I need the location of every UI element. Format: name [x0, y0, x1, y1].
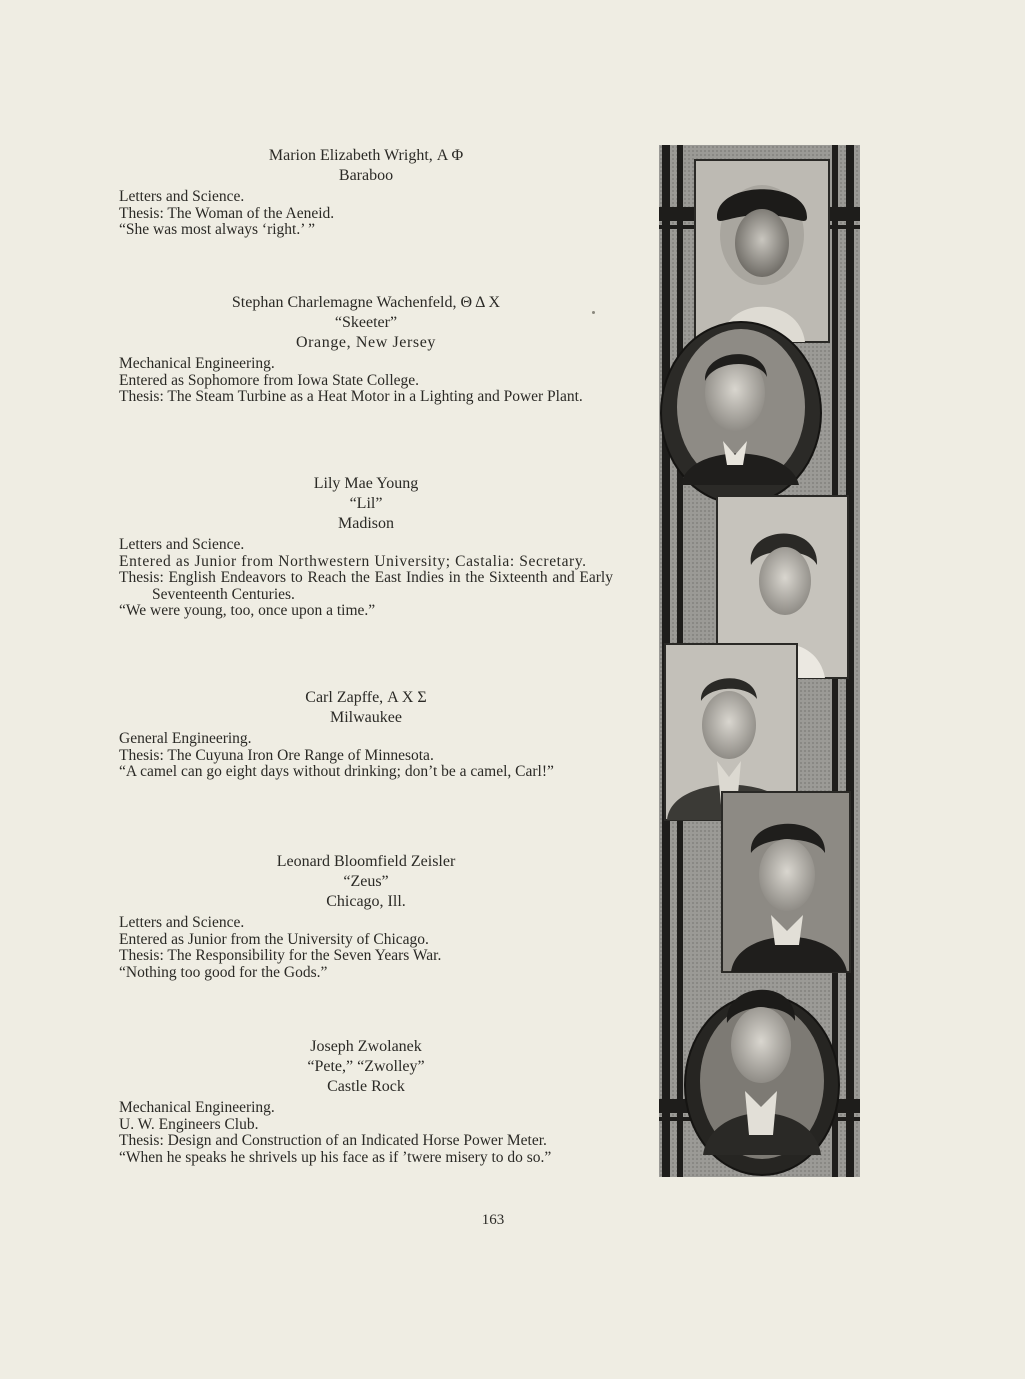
- entry-line: Thesis: The Responsibility for the Seven Years War.: [119, 947, 442, 964]
- senior-entry: [119, 293, 613, 406]
- entry-line: Thesis: The Cuyuna Iron Ore Range of Minnesota.: [119, 746, 434, 764]
- senior-entry: [119, 474, 613, 620]
- entry-line: “Nothing too good for the Gods.”: [119, 963, 328, 981]
- entry-line: “A camel can go eight days without drinking; don’t be a camel, Carl!”: [119, 763, 554, 780]
- entry-line: Thesis: The Woman of the Aeneid.: [119, 204, 335, 222]
- student-nickname: “Pete,” “Zwolley”: [307, 1058, 425, 1075]
- entry-heading: [119, 852, 613, 912]
- entry-details: [119, 915, 613, 981]
- student-hometown: Baraboo: [338, 167, 394, 184]
- student-name: Leonard Bloomfield Zeisler: [276, 853, 456, 870]
- portrait-photo: [661, 322, 821, 504]
- entry-line: Entered as Junior from Northwestern University; Castalia: Secretary.: [119, 552, 587, 570]
- entry-details: [119, 356, 613, 406]
- portrait-photo: [722, 792, 850, 972]
- student-hometown: Madison: [338, 515, 394, 532]
- portrait-photo: [695, 160, 829, 342]
- entry-line: Thesis: Design and Construction of an Indicated Horse Power Meter.: [119, 1132, 547, 1149]
- entry-heading: [119, 1037, 613, 1097]
- senior-entry: [119, 688, 613, 781]
- entry-details: [119, 537, 613, 620]
- page-number: 163: [481, 1212, 505, 1228]
- portrait-strip-graphic: [659, 145, 860, 1177]
- student-name: Marion Elizabeth Wright, Α Φ: [268, 147, 464, 164]
- entry-line: Letters and Science.: [119, 914, 245, 931]
- entry-line: Entered as Junior from the University of Chicago.: [119, 930, 429, 948]
- senior-entry: [119, 146, 613, 239]
- student-nickname: “Lil”: [349, 495, 383, 512]
- entry-line: General Engineering.: [119, 730, 252, 747]
- entry-heading: [119, 146, 613, 186]
- entry-line: “We were young, too, once upon a time.”: [119, 602, 376, 619]
- student-hometown: Orange, New Jersey: [295, 334, 437, 351]
- senior-entry: [119, 1037, 613, 1166]
- entry-line: U. W. Engineers Club.: [119, 1115, 259, 1133]
- student-hometown: Chicago, Ill.: [326, 893, 406, 910]
- entry-line: Mechanical Engineering.: [119, 355, 275, 372]
- senior-entry: [119, 852, 613, 981]
- student-name: Joseph Zwolanek: [310, 1038, 422, 1055]
- entry-line: Entered as Sophomore from Iowa State College.: [119, 371, 420, 389]
- entry-line: Letters and Science.: [119, 188, 245, 205]
- entry-details: [119, 189, 613, 239]
- entry-line: Letters and Science.: [119, 536, 245, 553]
- student-name: Lily Mae Young: [313, 475, 419, 492]
- entry-heading: [119, 293, 613, 353]
- student-nickname: “Skeeter”: [334, 314, 398, 331]
- ink-speck: [592, 311, 595, 314]
- entry-details: [119, 731, 613, 781]
- entry-details: [119, 1100, 613, 1166]
- student-hometown: Castle Rock: [327, 1078, 405, 1095]
- student-nickname: “Zeus”: [343, 873, 389, 890]
- entry-line: Thesis: English Endeavors to Reach the East Indies in the Sixteenth and Early Seventeenth Centuries.: [119, 569, 613, 603]
- entry-heading: [119, 474, 613, 534]
- student-name: Stephan Charlemagne Wachenfeld, Θ Δ Χ: [231, 294, 501, 311]
- entry-line: “When he speaks he shrivels up his face as if ’twere misery to do so.”: [119, 1148, 552, 1166]
- entry-line: “She was most always ‘right.’ ”: [119, 221, 315, 238]
- entry-line: Mechanical Engineering.: [119, 1099, 275, 1116]
- student-hometown: Milwaukee: [330, 709, 402, 726]
- entry-line: Thesis: The Steam Turbine as a Heat Motor in a Lighting and Power Plant.: [119, 388, 583, 405]
- portrait-strip: [659, 145, 860, 1177]
- student-name: Carl Zapffe, Α Χ Σ: [305, 689, 427, 706]
- entry-heading: [119, 688, 613, 728]
